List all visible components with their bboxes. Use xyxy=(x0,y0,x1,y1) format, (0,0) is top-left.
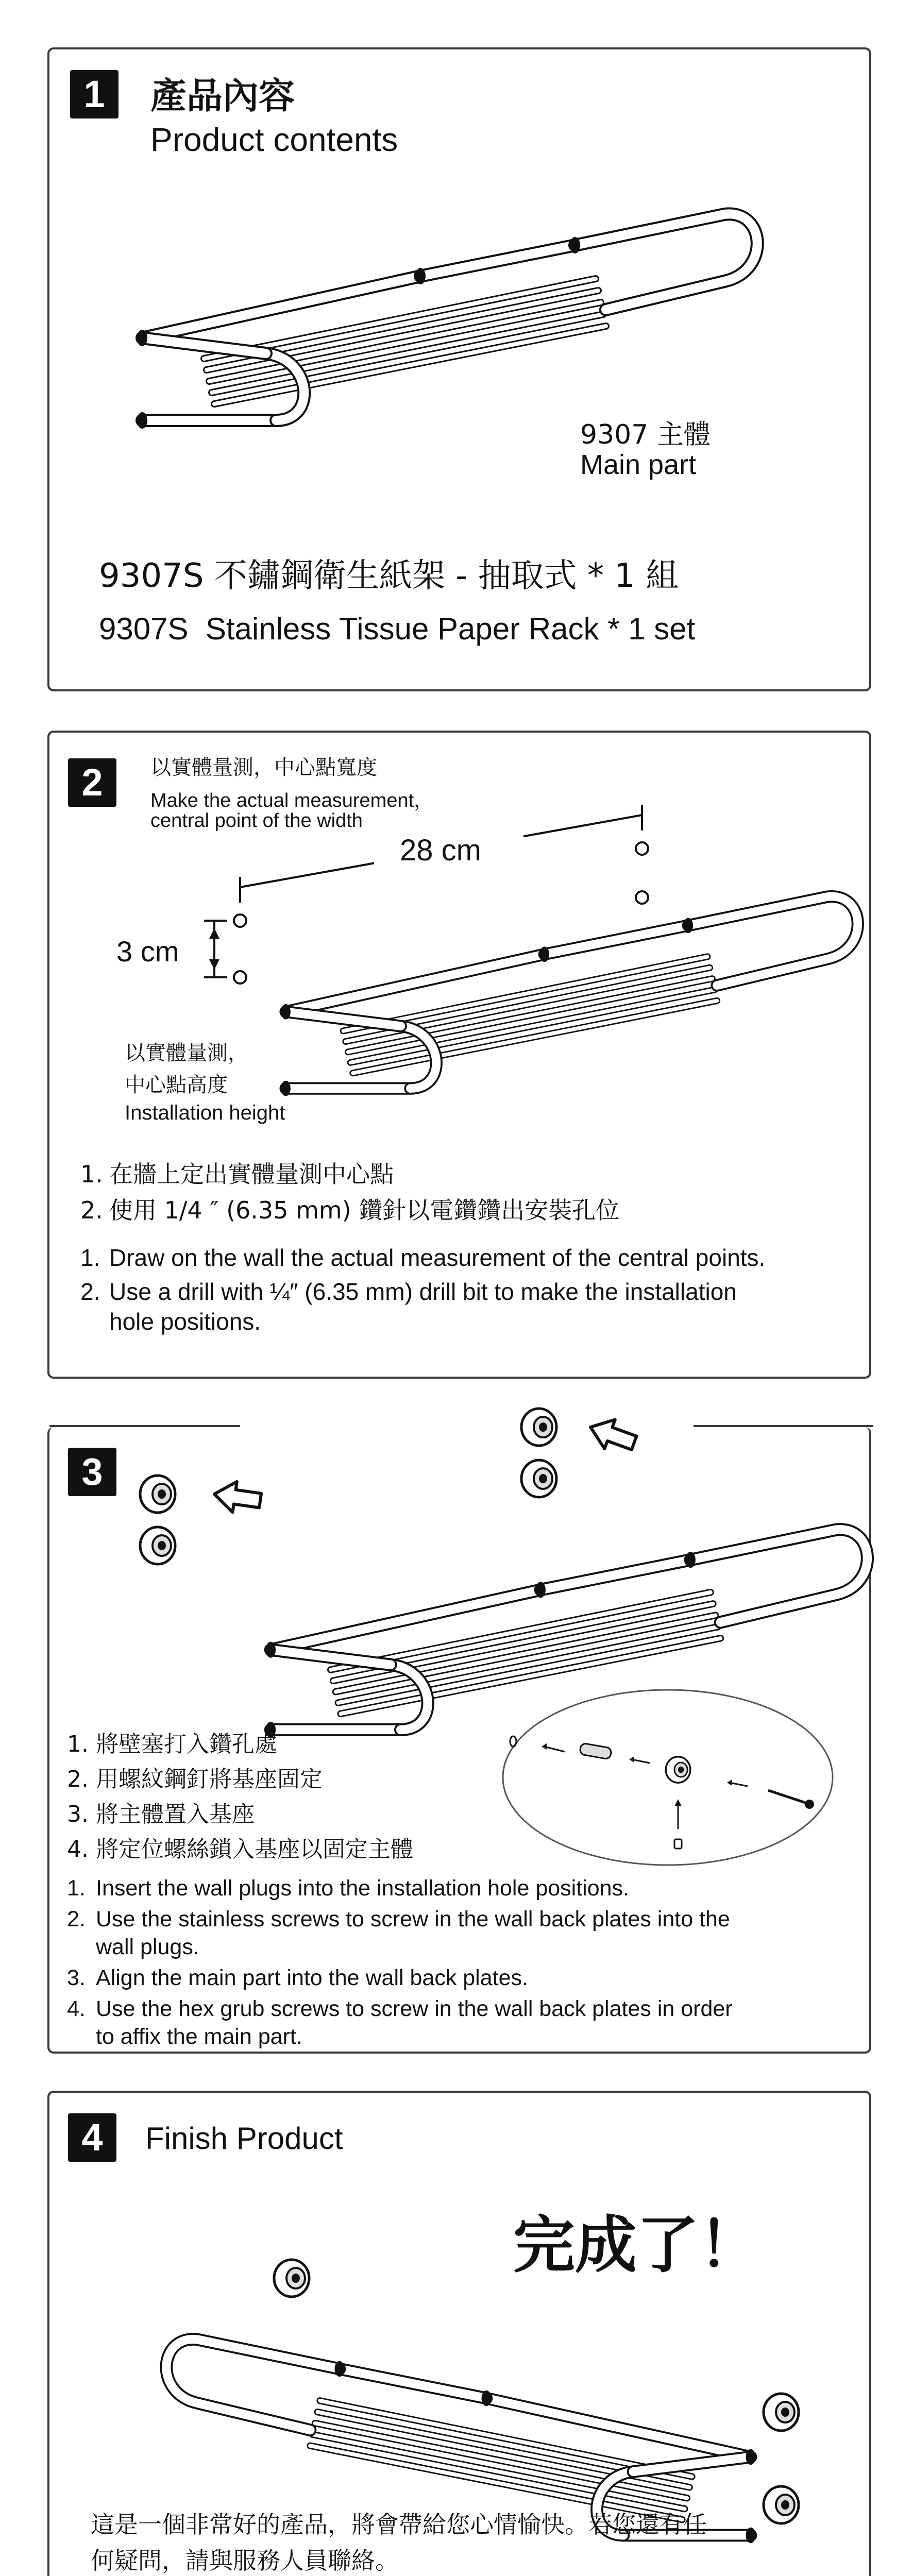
instructions-zh xyxy=(80,1156,619,1228)
completion-heading: 完成了！ xyxy=(513,2210,760,2281)
part-name: Main part xyxy=(580,449,697,480)
rack-main-part-illustration xyxy=(49,49,873,693)
list-item: 3. 將主體置入基座 xyxy=(67,1801,255,1827)
instructions-en xyxy=(67,1874,733,2050)
step-number-badge: 1 xyxy=(70,70,119,118)
instructions-en xyxy=(80,1243,765,1336)
step-number-badge: 2 xyxy=(68,758,116,807)
list-item: 4. Use the hex grub screws to screw in the wall back plates in order to affix the main part. xyxy=(67,1996,733,2049)
list-item: 2. Use the stainless screws to screw in the wall back plates into the wall plugs. xyxy=(67,1907,730,1959)
finished-rack-illustration xyxy=(49,2093,873,2576)
step-number-badge: 4 xyxy=(68,2113,116,2162)
width-note-en-line1: Make the actual measurement， xyxy=(150,790,434,811)
step-number-badge: 3 xyxy=(68,1448,116,1496)
list-item: 1. Insert the wall plugs into the installation hole positions. xyxy=(67,1876,630,1901)
width-note-zh: 以實體量測，中心點寬度 xyxy=(150,756,377,779)
height-note-zh-line2: 中心點高度 xyxy=(125,1073,228,1097)
list-item: 1. 將壁塞打入鑽孔處 xyxy=(67,1731,277,1757)
closing-message-zh-line2: 何疑問，請與服務人員聯絡。 xyxy=(91,2547,399,2574)
panel-installation xyxy=(47,1427,871,2054)
panel-product-contents xyxy=(47,47,871,691)
product-name-en: 9307S Stainless Tissue Paper Rack * 1 set xyxy=(99,612,696,646)
step-title-zh: 產品內容 xyxy=(150,75,295,117)
list-item: 1. 在牆上定出實體量測中心點 xyxy=(80,1160,394,1188)
height-note-zh-line1: 以實體量測， xyxy=(125,1041,248,1065)
instructions-zh xyxy=(67,1727,413,1867)
list-item: 2. 用螺紋鋼釘將基座固定 xyxy=(67,1766,323,1792)
height-note-en: Installation height xyxy=(125,1101,285,1124)
product-name-zh: 9307S 不鏽鋼衛生紙架 - 抽取式 * 1 組 xyxy=(99,557,679,595)
width-measurement-label: 28 cm xyxy=(400,834,481,867)
list-item: 3. Align the main part into the wall back plates. xyxy=(67,1965,528,1990)
list-item: 1. Draw on the wall the actual measurement of the central points. xyxy=(80,1244,766,1271)
panel-finish-product xyxy=(47,2091,871,2576)
list-item: 2. Use a drill with ¼″ (6.35 mm) drill bit to make the installation hole positions. xyxy=(80,1278,737,1335)
step-title-en: Finish Product xyxy=(145,2121,343,2156)
part-code: 9307 主體 xyxy=(580,419,711,450)
list-item: 2. 使用 1/4 ″ (6.35 mm) 鑽針以電鑽鑽出安裝孔位 xyxy=(80,1196,620,1224)
list-item: 4. 將定位螺絲鎖入基座以固定主體 xyxy=(67,1836,413,1862)
step-title-en: Product contents xyxy=(150,121,398,158)
panel-measurement xyxy=(47,731,871,1379)
closing-message-zh-line1: 這是一個非常好的產品，將會帶給您心情愉快。若您還有任 xyxy=(91,2511,707,2538)
height-measurement-label: 3 cm xyxy=(116,935,179,968)
width-note-en-line2: central point of the width xyxy=(150,810,363,832)
